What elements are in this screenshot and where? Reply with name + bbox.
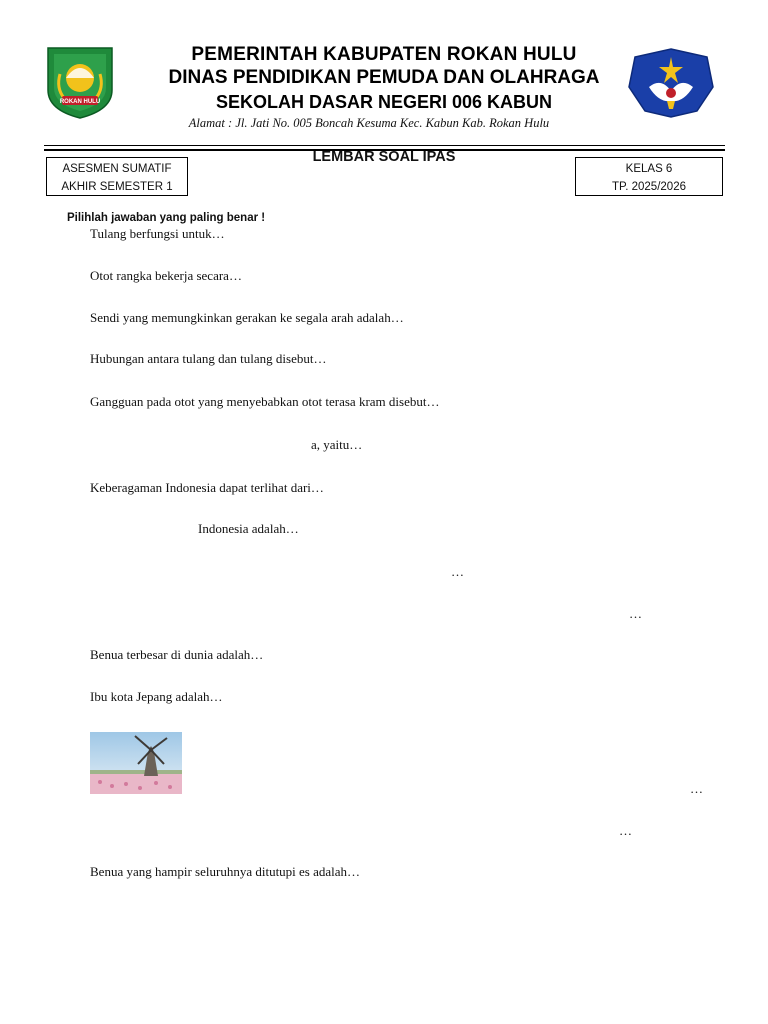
header-line-3: SEKOLAH DASAR NEGERI 006 KABUN: [215, 92, 553, 112]
question-item: Sendi yang memungkinkan gerakan ke segala arah adalah…: [90, 310, 404, 325]
header-line-2: DINAS PENDIDIKAN PEMUDA DAN OLAHRAGA: [168, 67, 600, 88]
left-logo-text: ROKAN HULU: [59, 99, 101, 105]
question-item: …: [451, 564, 464, 579]
question-item: Otot rangka bekerja secara…: [90, 268, 242, 283]
instruction-text: Pilihlah jawaban yang paling benar !: [67, 212, 266, 224]
question-item: …: [619, 823, 632, 838]
question-item: Benua yang hampir seluruhnya ditutupi es adalah…: [90, 864, 361, 879]
question-item: a, yaitu…: [311, 437, 363, 452]
question-item: Tulang berfungsi untuk…: [90, 226, 225, 241]
assessment-line-1: ASESMEN SUMATIF: [62, 163, 172, 175]
header-line-1: PEMERINTAH KABUPATEN ROKAN HULU: [191, 44, 577, 65]
question-item: Hubungan antara tulang dan tulang disebut…: [90, 351, 327, 366]
question-item: Keberagaman Indonesia dapat terlihat dari…: [90, 480, 324, 495]
question-item: …: [690, 781, 703, 796]
question-item: Ibu kota Jepang adalah…: [90, 689, 223, 704]
page-title: LEMBAR SOAL IPAS: [312, 149, 456, 165]
header-divider-thin: [44, 145, 725, 146]
question-item: Indonesia adalah…: [198, 521, 299, 536]
class-line-2: TP. 2025/2026: [612, 181, 686, 193]
assessment-box: [46, 157, 188, 196]
question-item: Gangguan pada otot yang menyebabkan otot terasa kram disebut…: [90, 394, 440, 409]
class-line-1: KELAS 6: [625, 163, 673, 175]
windmill-photo: [90, 732, 182, 794]
assessment-line-2: AKHIR SEMESTER 1: [61, 181, 173, 193]
question-item: …: [629, 606, 642, 621]
question-item: Benua terbesar di dunia adalah…: [90, 647, 264, 662]
class-box: [575, 157, 723, 196]
school-address: Alamat : Jl. Jati No. 005 Boncah Kesuma Kec. Kabun Kab. Rokan Hulu: [188, 116, 550, 130]
